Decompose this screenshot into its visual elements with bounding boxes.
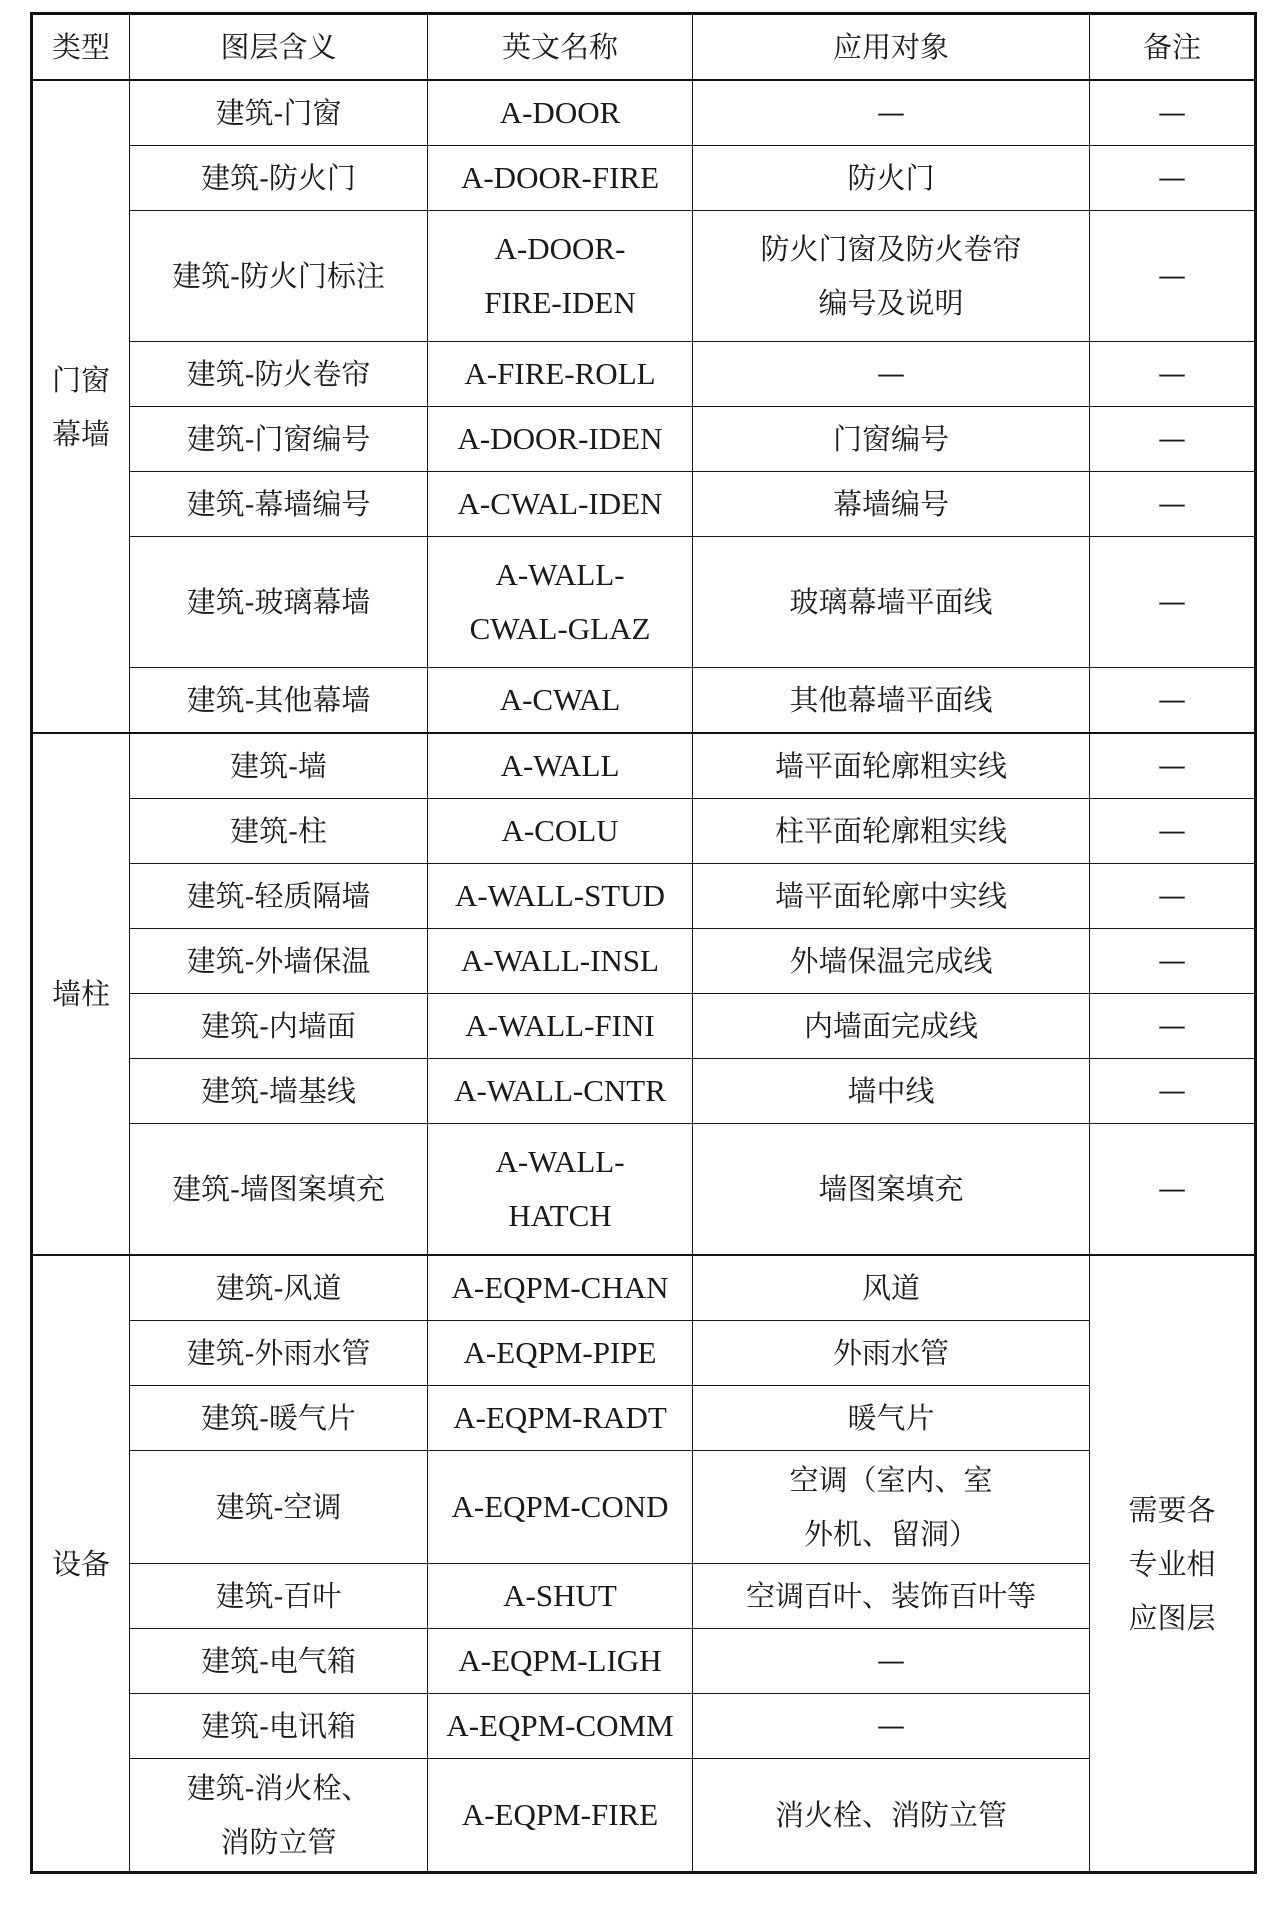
english-name-cell: A-CWAL-IDEN (428, 472, 693, 537)
table-row (32, 1059, 1256, 1124)
english-name-cell (428, 537, 693, 668)
note-cell: — (1090, 799, 1256, 864)
application-cell: 外雨水管 (693, 1321, 1090, 1386)
category-line: 门窗 (51, 362, 110, 397)
application-cell: 墙平面轮廓粗实线 (693, 733, 1090, 799)
application-cell: 墙中线 (693, 1059, 1090, 1124)
table-row (32, 929, 1256, 994)
application-cell: 消火栓、消防立管 (693, 1759, 1090, 1873)
table-row (32, 342, 1256, 407)
layer-meaning-cell: 建筑-幕墙编号 (130, 472, 428, 537)
layer-table-sheet (30, 12, 1257, 1874)
application-line: 编号及说明 (818, 286, 964, 320)
english-name-cell: A-CWAL (428, 668, 693, 734)
table-row (32, 1321, 1256, 1386)
table-row (32, 407, 1256, 472)
table-row (32, 733, 1256, 799)
application-cell: 柱平面轮廓粗实线 (693, 799, 1090, 864)
table-row (32, 1694, 1256, 1759)
header-layer-meaning: 图层含义 (130, 14, 428, 81)
table-row (32, 1451, 1256, 1564)
table-header-row (32, 14, 1256, 81)
header-application: 应用对象 (693, 14, 1090, 81)
layer-meaning-cell: 建筑-空调 (130, 1451, 428, 1564)
layer-meaning-cell (130, 1759, 428, 1873)
table-row (32, 1124, 1256, 1256)
layer-meaning-cell: 建筑-防火卷帘 (130, 342, 428, 407)
layer-meaning-cell: 建筑-防火门 (130, 146, 428, 211)
layer-meaning-cell: 建筑-墙基线 (130, 1059, 428, 1124)
layer-meaning-line: 消防立管 (220, 1825, 337, 1859)
note-cell: — (1090, 146, 1256, 211)
english-name-cell (428, 1124, 693, 1256)
english-name-line: A-DOOR- (494, 231, 626, 266)
header-category: 类型 (32, 14, 130, 81)
english-name-cell: A-EQPM-PIPE (428, 1321, 693, 1386)
application-cell: — (693, 1629, 1090, 1694)
application-line: 外机、留洞） (803, 1517, 978, 1551)
english-name-cell: A-WALL-INSL (428, 929, 693, 994)
layer-meaning-cell: 建筑-墙图案填充 (130, 1124, 428, 1256)
english-name-line: A-WALL- (495, 557, 625, 592)
table-row (32, 1629, 1256, 1694)
note-cell: — (1090, 994, 1256, 1059)
layer-table (30, 12, 1257, 1874)
layer-meaning-cell: 建筑-柱 (130, 799, 428, 864)
note-cell: — (1090, 407, 1256, 472)
table-row (32, 1386, 1256, 1451)
english-name-cell: A-WALL-FINI (428, 994, 693, 1059)
layer-meaning-cell: 建筑-百叶 (130, 1564, 428, 1629)
english-name-cell: A-EQPM-RADT (428, 1386, 693, 1451)
application-cell: 墙平面轮廓中实线 (693, 864, 1090, 929)
application-cell: 其他幕墙平面线 (693, 668, 1090, 734)
category-line: 幕墙 (51, 416, 110, 451)
header-english-name: 英文名称 (428, 14, 693, 81)
category-cell-equipment: 设备 (32, 1255, 130, 1873)
english-name-cell: A-EQPM-LIGH (428, 1629, 693, 1694)
application-cell: — (693, 342, 1090, 407)
english-name-cell: A-DOOR-FIRE (428, 146, 693, 211)
note-line: 专业相 (1128, 1546, 1216, 1581)
layer-meaning-cell: 建筑-电讯箱 (130, 1694, 428, 1759)
table-row (32, 80, 1256, 146)
english-name-cell: A-DOOR (428, 80, 693, 146)
layer-meaning-cell: 建筑-内墙面 (130, 994, 428, 1059)
note-cell: — (1090, 342, 1256, 407)
english-name-cell: A-EQPM-FIRE (428, 1759, 693, 1873)
note-cell: — (1090, 537, 1256, 668)
note-cell: — (1090, 668, 1256, 734)
layer-meaning-cell: 建筑-暖气片 (130, 1386, 428, 1451)
english-name-cell: A-FIRE-ROLL (428, 342, 693, 407)
english-name-cell: A-SHUT (428, 1564, 693, 1629)
layer-meaning-cell: 建筑-外墙保温 (130, 929, 428, 994)
application-cell: — (693, 80, 1090, 146)
table-row (32, 211, 1256, 342)
layer-meaning-cell: 建筑-电气箱 (130, 1629, 428, 1694)
table-row (32, 864, 1256, 929)
layer-meaning-line: 建筑-消火栓、 (186, 1771, 371, 1805)
application-cell: 风道 (693, 1255, 1090, 1321)
table-row (32, 472, 1256, 537)
layer-meaning-cell: 建筑-轻质隔墙 (130, 864, 428, 929)
note-line: 应图层 (1128, 1600, 1216, 1635)
application-cell: 外墙保温完成线 (693, 929, 1090, 994)
english-name-line: HATCH (508, 1198, 612, 1233)
layer-meaning-cell: 建筑-玻璃幕墙 (130, 537, 428, 668)
table-row (32, 146, 1256, 211)
english-name-cell: A-EQPM-COMM (428, 1694, 693, 1759)
note-cell: — (1090, 864, 1256, 929)
layer-meaning-cell: 建筑-墙 (130, 733, 428, 799)
application-line: 防火门窗及防火卷帘 (760, 232, 1022, 266)
application-cell: 空调百叶、装饰百叶等 (693, 1564, 1090, 1629)
table-row (32, 1564, 1256, 1629)
layer-meaning-cell: 建筑-门窗编号 (130, 407, 428, 472)
layer-meaning-cell: 建筑-门窗 (130, 80, 428, 146)
table-row (32, 1255, 1256, 1321)
note-cell: — (1090, 733, 1256, 799)
header-note: 备注 (1090, 14, 1256, 81)
note-cell: — (1090, 80, 1256, 146)
note-cell: — (1090, 1124, 1256, 1256)
table-row (32, 1759, 1256, 1873)
english-name-line: CWAL-GLAZ (469, 611, 651, 646)
category-cell-wall-column: 墙柱 (32, 733, 130, 1255)
category-cell-door-window-curtain-wall (32, 80, 130, 733)
application-cell: 暖气片 (693, 1386, 1090, 1451)
english-name-cell: A-WALL-STUD (428, 864, 693, 929)
application-cell: — (693, 1694, 1090, 1759)
english-name-cell: A-EQPM-CHAN (428, 1255, 693, 1321)
note-cell: — (1090, 1059, 1256, 1124)
application-line: 空调（室内、室 (789, 1463, 993, 1497)
application-cell (693, 1451, 1090, 1564)
application-cell: 内墙面完成线 (693, 994, 1090, 1059)
layer-meaning-cell: 建筑-外雨水管 (130, 1321, 428, 1386)
english-name-cell: A-COLU (428, 799, 693, 864)
english-name-cell (428, 211, 693, 342)
application-cell: 墙图案填充 (693, 1124, 1090, 1256)
note-cell-equipment (1090, 1255, 1256, 1873)
application-cell: 防火门 (693, 146, 1090, 211)
layer-meaning-cell: 建筑-防火门标注 (130, 211, 428, 342)
english-name-cell: A-WALL (428, 733, 693, 799)
application-cell: 幕墙编号 (693, 472, 1090, 537)
note-cell: — (1090, 929, 1256, 994)
english-name-cell: A-WALL-CNTR (428, 1059, 693, 1124)
table-row (32, 668, 1256, 734)
english-name-line: FIRE-IDEN (484, 285, 636, 320)
note-line: 需要各 (1128, 1492, 1216, 1527)
layer-meaning-cell: 建筑-其他幕墙 (130, 668, 428, 734)
application-cell: 玻璃幕墙平面线 (693, 537, 1090, 668)
table-row (32, 537, 1256, 668)
table-row (32, 799, 1256, 864)
note-cell: — (1090, 472, 1256, 537)
application-cell: 门窗编号 (693, 407, 1090, 472)
english-name-line: A-WALL- (495, 1144, 625, 1179)
english-name-cell: A-EQPM-COND (428, 1451, 693, 1564)
application-cell (693, 211, 1090, 342)
table-row (32, 994, 1256, 1059)
english-name-cell: A-DOOR-IDEN (428, 407, 693, 472)
note-cell: — (1090, 211, 1256, 342)
layer-meaning-cell: 建筑-风道 (130, 1255, 428, 1321)
